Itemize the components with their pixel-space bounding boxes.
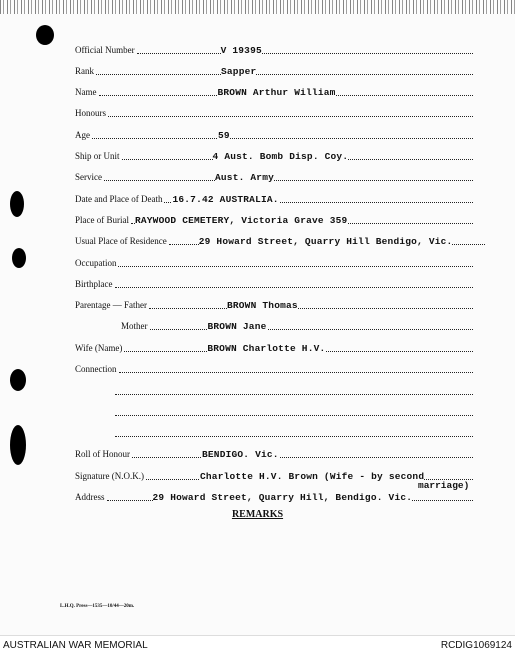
value-name: BROWN Arthur William xyxy=(217,87,336,98)
field-connection xyxy=(75,361,475,375)
field-rank xyxy=(75,63,475,77)
label-place-of-burial: Place of Burial xyxy=(75,215,129,225)
field-place-of-burial xyxy=(75,212,475,226)
punch-hole-top xyxy=(36,25,54,45)
field-official-number xyxy=(75,42,475,56)
field-occupation xyxy=(75,255,475,269)
value-parentage-mother: BROWN Jane xyxy=(207,321,267,332)
punch-hole-lower xyxy=(10,369,26,391)
label-parentage-mother: Mother xyxy=(121,321,148,331)
label-roll-of-honour: Roll of Honour xyxy=(75,449,130,459)
connection-line-2 xyxy=(113,383,475,397)
field-age xyxy=(75,127,475,141)
value-signature-nok-continuation: marriage) xyxy=(418,480,470,491)
value-usual-residence: 29 Howard Street, Quarry Hill Bendigo, Vic. xyxy=(198,236,453,247)
label-rank: Rank xyxy=(75,66,94,76)
value-address: 29 Howard Street, Quarry Hill, Bendigo. Vic. xyxy=(152,492,413,503)
punch-hole-middle xyxy=(12,248,26,268)
value-signature-nok: Charlotte H.V. Brown (Wife - by second xyxy=(200,471,425,482)
field-roll-of-honour xyxy=(75,446,475,460)
label-occupation: Occupation xyxy=(75,258,117,268)
field-birthplace xyxy=(75,276,475,290)
label-honours: Honours xyxy=(75,108,106,118)
value-wife: BROWN Charlotte H.V. xyxy=(207,343,326,354)
label-ship-or-unit: Ship or Unit xyxy=(75,151,120,161)
label-age: Age xyxy=(75,130,90,140)
value-roll-of-honour: BENDIGO. Vic. xyxy=(202,449,279,460)
connection-line-3 xyxy=(113,404,475,418)
field-parentage-father xyxy=(75,297,475,311)
footer-record-id: RCDIG1069124 xyxy=(440,640,512,651)
value-parentage-father: BROWN Thomas xyxy=(226,300,298,311)
field-ship-or-unit xyxy=(75,148,475,162)
label-usual-residence: Usual Place of Residence xyxy=(75,236,167,246)
label-wife: Wife (Name) xyxy=(75,343,123,353)
punch-hole-upper xyxy=(10,191,24,217)
remarks-heading: REMARKS xyxy=(231,509,284,520)
value-rank: Sapper xyxy=(221,66,257,77)
scan-top-edge xyxy=(0,0,515,14)
value-place-of-burial: RAYWOOD CEMETERY, Victoria Grave 359 xyxy=(134,215,348,226)
label-name: Name xyxy=(75,87,97,97)
label-connection: Connection xyxy=(75,364,117,374)
footer-institution: AUSTRALIAN WAR MEMORIAL xyxy=(3,640,148,651)
value-official-number: V 19395 xyxy=(220,45,262,56)
field-wife xyxy=(75,340,475,354)
field-usual-residence xyxy=(75,233,487,247)
field-name xyxy=(75,84,475,98)
label-parentage-father: Parentage — Father xyxy=(75,300,147,310)
punch-hole-bottom xyxy=(10,425,26,465)
label-signature-nok: Signature (N.O.K.) xyxy=(75,471,144,481)
value-ship-or-unit: 4 Aust. Bomb Disp. Coy. xyxy=(212,151,349,162)
archive-footer xyxy=(0,635,515,654)
field-parentage-mother xyxy=(121,318,475,332)
value-date-place-death: 16.7.42 AUSTRALIA. xyxy=(172,194,279,205)
label-birthplace: Birthplace xyxy=(75,279,113,289)
value-age: 59 xyxy=(218,130,230,141)
connection-line-4 xyxy=(113,425,475,439)
label-official-number: Official Number xyxy=(75,45,135,55)
field-address xyxy=(75,489,475,503)
field-signature-nok xyxy=(75,468,475,482)
label-address: Address xyxy=(75,492,105,502)
field-date-place-death xyxy=(75,191,475,205)
label-date-place-death: Date and Place of Death xyxy=(75,194,163,204)
label-service: Service xyxy=(75,172,102,182)
printer-imprint: L.H.Q. Press—1535—10/44—20m. xyxy=(60,604,135,609)
field-service xyxy=(75,169,475,183)
value-service: Aust. Army xyxy=(215,172,275,183)
field-honours xyxy=(75,105,475,119)
